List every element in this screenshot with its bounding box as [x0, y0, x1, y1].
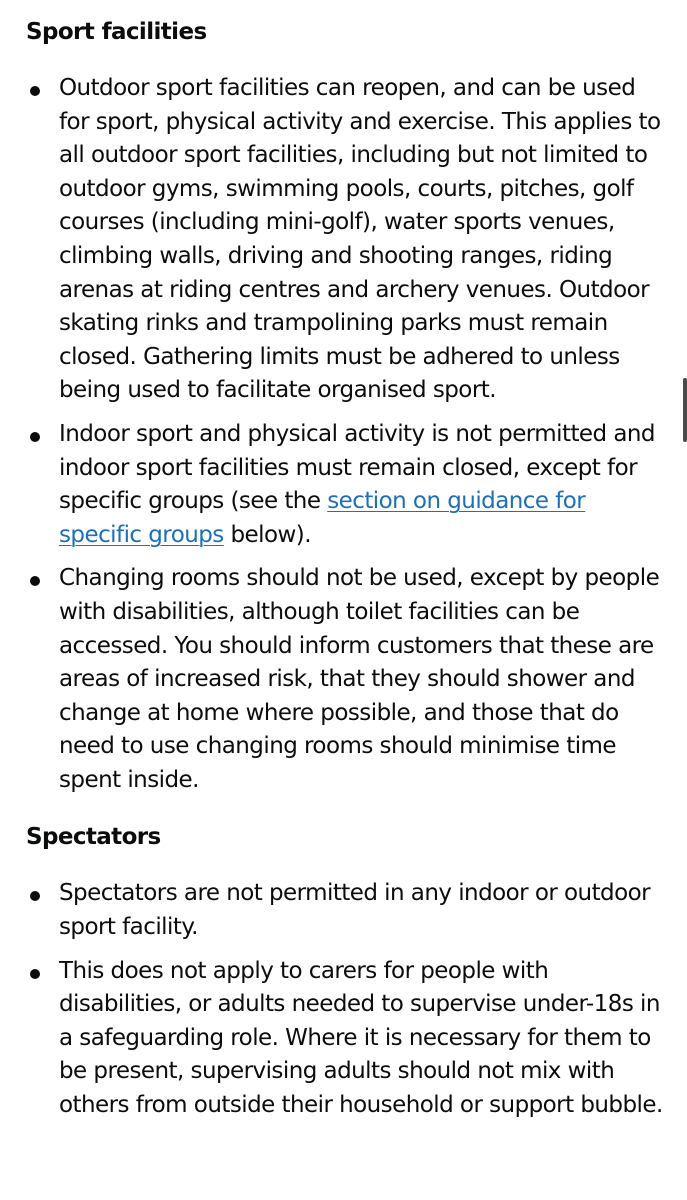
sport-facilities-list	[26, 72, 666, 797]
spectators-list	[26, 877, 666, 1122]
guidance-content	[26, 14, 666, 1133]
list-item-text: below).	[223, 521, 311, 548]
list-item: Spectators are not permitted in any indoor or outdoor sport facility.	[26, 877, 666, 944]
section-heading-spectators: Spectators	[26, 824, 161, 851]
scrollbar[interactable]	[683, 378, 687, 442]
section-heading-sport-facilities: Sport facilities	[26, 19, 207, 45]
list-item: Changing rooms should not be used, except by people with disabilities, although toilet facilities can be accessed. You should inform customers that these are areas of increased risk, that they should shower and change at home where possible, and those that do need to use changing rooms should minimise time spent inside.	[26, 562, 666, 797]
list-item: This does not apply to carers for people with disabilities, or adults needed to supervise under-18s in a safeguarding role. Where it is necessary for them to be present, supervising adults should not mix with others from outside their household or support bubble.	[26, 955, 666, 1123]
list-item: Outdoor sport facilities can reopen, and can be used for sport, physical activity and exercise. This applies to all outdoor sport facilities, including but not limited to outdoor gyms, swimming pools, courts, pitches, golf courses (including mini-golf), water sports venues, climbing walls, driving and shooting ranges, riding arenas at riding centres and archery venues. Outdoor skating rinks and trampolining parks must remain closed. Gathering limits must be adhered to unless being used to facilitate organised sport.	[26, 72, 666, 408]
specific-groups-link[interactable]: section on guidance for specific groups	[59, 488, 586, 548]
list-item-text: Indoor sport and physical activity is not permitted and indoor sport facilities must remain closed, except for specific groups (see the	[59, 420, 655, 515]
list-item	[26, 418, 666, 552]
